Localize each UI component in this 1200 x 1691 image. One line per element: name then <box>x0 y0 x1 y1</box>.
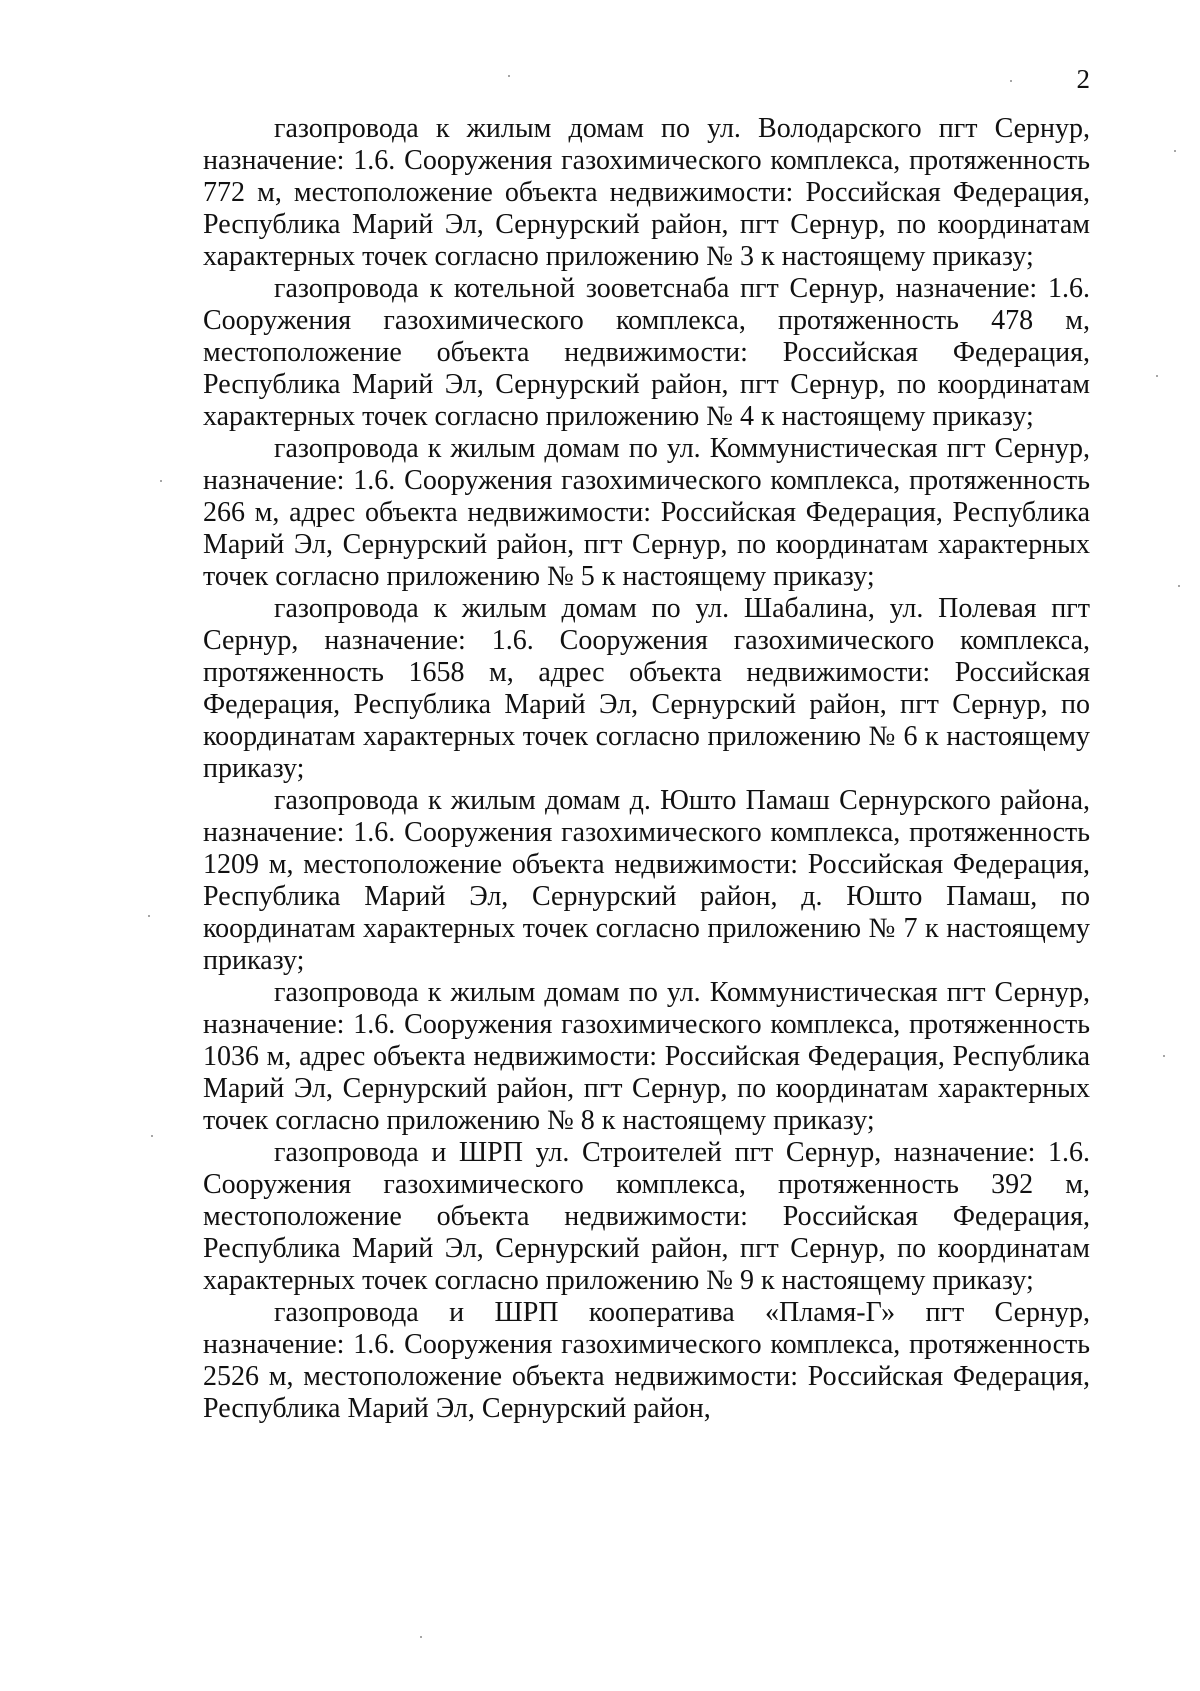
paragraph-pipeline-shabalina-polevaya: газопровода к жилым домам по ул. Шабалина, ул. Полевая пгт Сернур, назначение: 1.6. Сооружения газохимического комплекса, протяженность 1658 м, адрес объекта недвижимости: Российская Федерация, Республика Марий Эл, Сернурский район, пгт Сернур, по координатам характерных точек согласно приложению № 6 к настоящему приказу; <box>203 593 1090 784</box>
document-body <box>203 113 1090 1425</box>
scan-speck <box>151 1135 153 1137</box>
scan-speck <box>1156 375 1158 377</box>
scan-speck <box>420 1636 422 1638</box>
paragraph-pipeline-plamya-g: газопровода и ШРП кооператива «Пламя-Г» пгт Сернур, назначение: 1.6. Сооружения газохимического комплекса, протяженность 2526 м, местоположение объекта недвижимости: Российская Федерация, Республика Марий Эл, Сернурский район, <box>203 1297 1090 1424</box>
paragraph-pipeline-kommunisticheskaya-1: газопровода к жилым домам по ул. Коммунистическая пгт Сернур, назначение: 1.6. Сооружения газохимического комплекса, протяженность 266 м, адрес объекта недвижимости: Российская Федерация, Республика Марий Эл, Сернурский район, пгт Сернур, по координатам характерных точек согласно приложению № 5 к настоящему приказу; <box>203 433 1090 592</box>
scan-speck <box>1010 80 1012 82</box>
page-number: 2 <box>1076 64 1090 94</box>
paragraph-pipeline-volodarskogo: газопровода к жилым домам по ул. Володарского пгт Сернур, назначение: 1.6. Сооружения газохимического комплекса, протяженность 772 м, местоположение объекта недвижимости: Российская Федерация, Республика Марий Эл, Сернурский район, пгт Сернур, по координатам характерных точек согласно приложению № 3 к настоящему приказу; <box>203 113 1090 272</box>
paragraph-pipeline-kommunisticheskaya-2: газопровода к жилым домам по ул. Коммунистическая пгт Сернур, назначение: 1.6. Сооружения газохимического комплекса, протяженность 1036 м, адрес объекта недвижимости: Российская Федерация, Республика Марий Эл, Сернурский район, пгт Сернур, по координатам характерных точек согласно приложению № 8 к настоящему приказу; <box>203 977 1090 1136</box>
paragraph-pipeline-stroiteley: газопровода и ШРП ул. Строителей пгт Сернур, назначение: 1.6. Сооружения газохимического комплекса, протяженность 392 м, местоположение объекта недвижимости: Российская Федерация, Республика Марий Эл, Сернурский район, пгт Сернур, по координатам характерных точек согласно приложению № 9 к настоящему приказу; <box>203 1137 1090 1296</box>
scan-speck <box>1174 150 1176 152</box>
paragraph-pipeline-yushto-pamash: газопровода к жилым домам д. Юшто Памаш Сернурского района, назначение: 1.6. Сооружения газохимического комплекса, протяженность 1209 м, местоположение объекта недвижимости: Российская Федерация, Республика Марий Эл, Сернурский район, д. Юшто Памаш, по координатам характерных точек согласно приложению № 7 к настоящему приказу; <box>203 785 1090 976</box>
scan-speck <box>1178 585 1180 587</box>
scan-speck <box>160 480 162 482</box>
paragraph-pipeline-boiler-house: газопровода к котельной зооветснаба пгт Сернур, назначение: 1.6. Сооружения газохимического комплекса, протяженность 478 м, местоположение объекта недвижимости: Российская Федерация, Республика Марий Эл, Сернурский район, пгт Сернур, по координатам характерных точек согласно приложению № 4 к настоящему приказу; <box>203 273 1090 432</box>
scan-speck <box>148 915 150 917</box>
scan-speck <box>508 75 510 77</box>
scan-speck <box>1163 1055 1165 1057</box>
